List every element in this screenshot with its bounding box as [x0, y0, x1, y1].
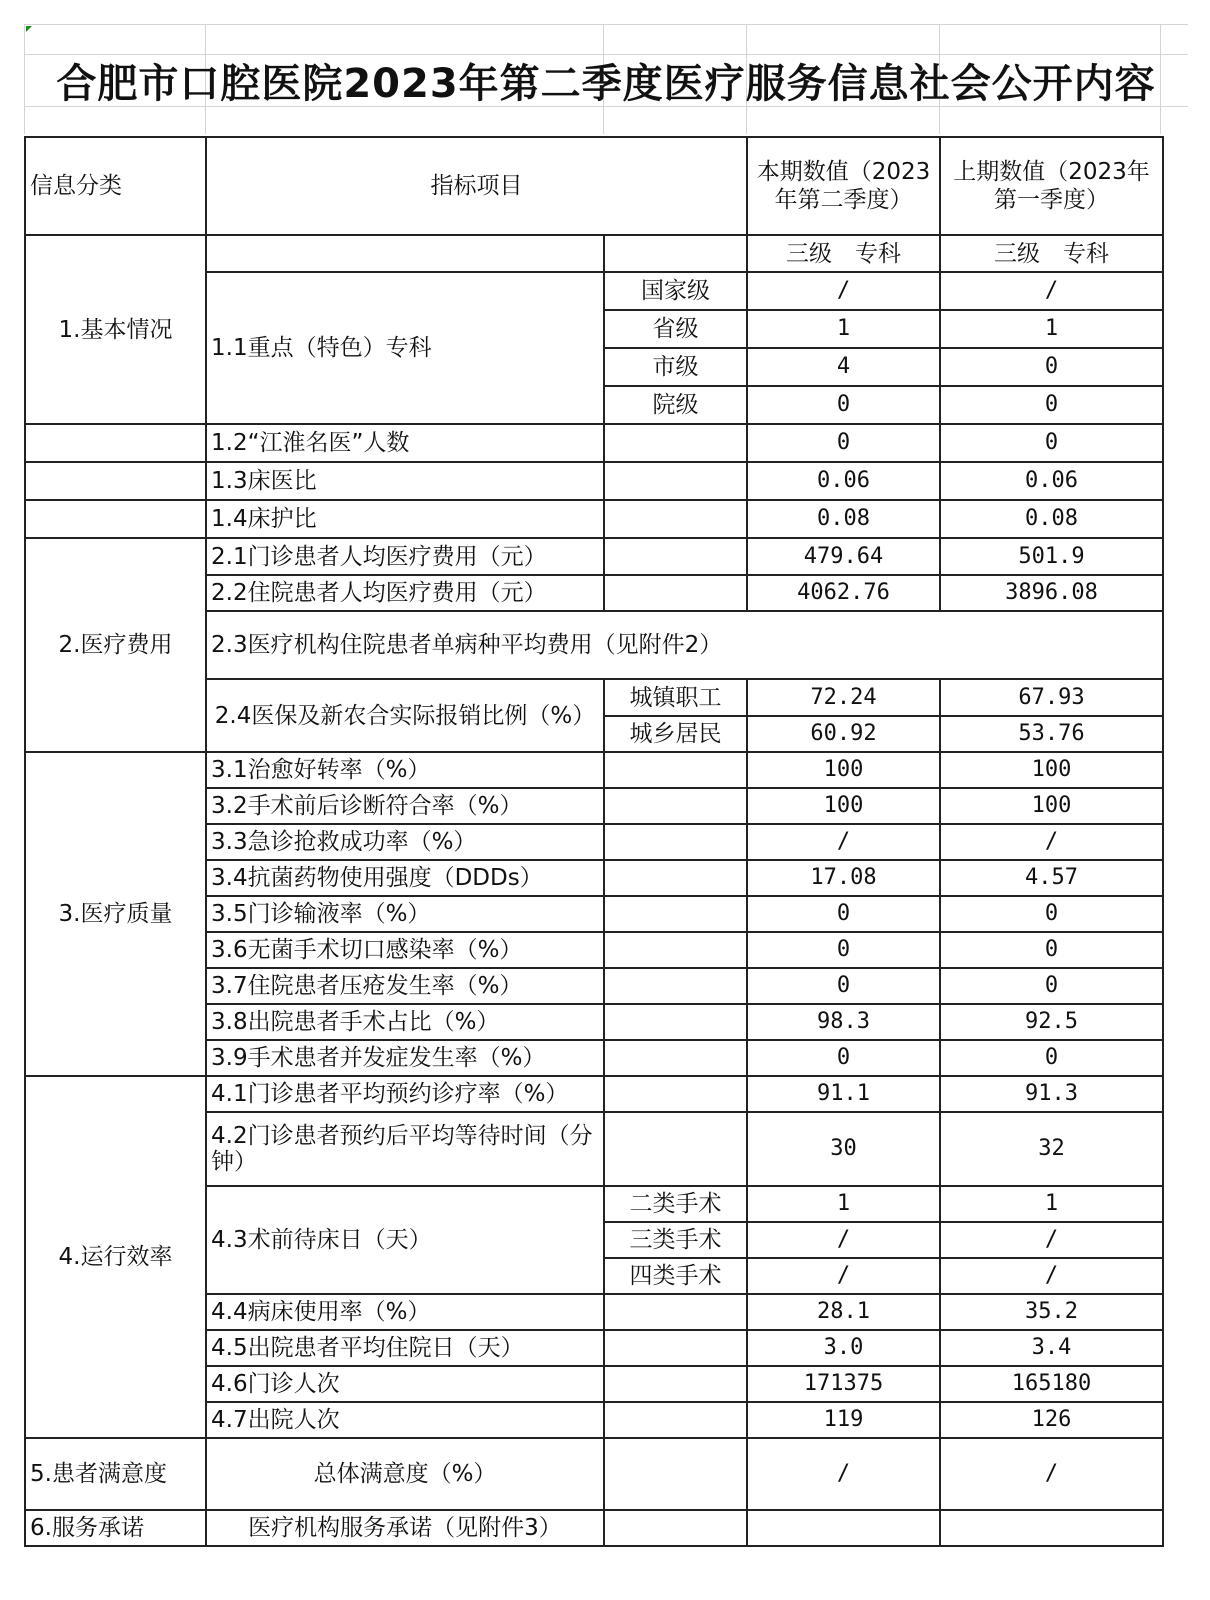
- value-previous: 0: [940, 348, 1163, 386]
- row-label: 3.8出院患者手术占比（%）: [206, 1004, 604, 1040]
- value-previous: /: [940, 272, 1163, 310]
- row-label: 医疗机构服务承诺（见附件3）: [206, 1510, 604, 1546]
- value-current: 60.92: [747, 716, 940, 752]
- blank-cell: [940, 1510, 1163, 1546]
- row-label: 3.4抗菌药物使用强度（DDDs）: [206, 860, 604, 896]
- blank-cell: [206, 235, 604, 272]
- header-previous-period: 上期数值（2023年第一季度）: [940, 137, 1163, 235]
- value-current: 0: [747, 896, 940, 932]
- value-previous: 0.06: [940, 462, 1163, 500]
- value-current: 119: [747, 1402, 940, 1438]
- row-label: 1.3床医比: [206, 462, 604, 500]
- row-label: 3.9手术患者并发症发生率（%）: [206, 1040, 604, 1076]
- value-previous: 0: [940, 896, 1163, 932]
- value-previous: 32: [940, 1112, 1163, 1186]
- row-label: 3.2手术前后诊断符合率（%）: [206, 788, 604, 824]
- value-previous: 91.3: [940, 1076, 1163, 1112]
- row-label: 3.3急诊抢救成功率（%）: [206, 824, 604, 860]
- value-current: 4062.76: [747, 575, 940, 611]
- row-label: 4.1门诊患者平均预约诊疗率（%）: [206, 1076, 604, 1112]
- value-current: 28.1: [747, 1294, 940, 1330]
- blank-cell: [604, 575, 747, 611]
- blank-cell: [604, 500, 747, 538]
- value-current: 17.08: [747, 860, 940, 896]
- blank-cell: [604, 860, 747, 896]
- value-current: 1: [747, 1186, 940, 1222]
- sub-label: 市级: [604, 348, 747, 386]
- blank-cell: [604, 968, 747, 1004]
- category-quality: 3.医疗质量: [25, 752, 206, 1076]
- value-previous: 0: [940, 1040, 1163, 1076]
- value-previous: 4.57: [940, 860, 1163, 896]
- value-previous: 0: [940, 424, 1163, 462]
- value-previous: 3.4: [940, 1330, 1163, 1366]
- sub-label: 院级: [604, 386, 747, 424]
- value-previous: 0: [940, 386, 1163, 424]
- row-label: 总体满意度（%）: [206, 1438, 604, 1510]
- category-efficiency: 4.运行效率: [25, 1076, 206, 1438]
- blank-cell: [604, 1438, 747, 1510]
- value-current: 0: [747, 968, 940, 1004]
- row-label: 2.4医保及新农合实际报销比例（%）: [206, 679, 604, 752]
- row-label: 4.2门诊患者预约后平均等待时间（分钟）: [206, 1112, 604, 1186]
- blank-cell: [604, 1366, 747, 1402]
- blank-cell: [604, 824, 747, 860]
- blank-cell: [604, 1294, 747, 1330]
- blank-cell: [604, 1004, 747, 1040]
- row-label: 2.1门诊患者人均医疗费用（元）: [206, 538, 604, 575]
- value-current: 479.64: [747, 538, 940, 575]
- row-label: 4.4病床使用率（%）: [206, 1294, 604, 1330]
- value-current: /: [747, 1222, 940, 1258]
- row-label: 4.5出院患者平均住院日（天）: [206, 1330, 604, 1366]
- blank-cell: [604, 1076, 747, 1112]
- sub-label: 城乡居民: [604, 716, 747, 752]
- row-label: 1.2“江淮名医”人数: [206, 424, 604, 462]
- value-current: 72.24: [747, 679, 940, 716]
- page-title: 合肥市口腔医院2023年第二季度医疗服务信息社会公开内容: [56, 61, 1156, 107]
- value-previous: /: [940, 1438, 1163, 1510]
- cell-marker-icon: [26, 26, 32, 32]
- value-current: 0.08: [747, 500, 940, 538]
- value-previous: 3896.08: [940, 575, 1163, 611]
- level-current: 三级 专科: [747, 235, 940, 272]
- row-label: 4.3术前待床日（天）: [206, 1186, 604, 1294]
- row-label: 1.4床护比: [206, 500, 604, 538]
- category-basic: 1.基本情况: [25, 235, 206, 424]
- blank-cell: [604, 235, 747, 272]
- value-current: 0: [747, 1040, 940, 1076]
- row-label: 2.2住院患者人均医疗费用（元）: [206, 575, 604, 611]
- row-label: 3.5门诊输液率（%）: [206, 896, 604, 932]
- header-indicator: 指标项目: [206, 137, 747, 235]
- value-current: 3.0: [747, 1330, 940, 1366]
- value-previous: 0: [940, 968, 1163, 1004]
- level-previous: 三级 专科: [940, 235, 1163, 272]
- row-label: 3.7住院患者压疮发生率（%）: [206, 968, 604, 1004]
- blank-cell: [747, 1510, 940, 1546]
- sub-label: 四类手术: [604, 1258, 747, 1294]
- row-label: 1.1重点（特色）专科: [206, 272, 604, 424]
- value-previous: 1: [940, 1186, 1163, 1222]
- row-label: 3.1治愈好转率（%）: [206, 752, 604, 788]
- value-current: 0: [747, 424, 940, 462]
- data-table: [24, 136, 1164, 1547]
- sub-label: 三类手术: [604, 1222, 747, 1258]
- value-current: /: [747, 1258, 940, 1294]
- sub-label: 二类手术: [604, 1186, 747, 1222]
- value-previous: 67.93: [940, 679, 1163, 716]
- value-current: 30: [747, 1112, 940, 1186]
- value-current: /: [747, 1438, 940, 1510]
- value-current: /: [747, 824, 940, 860]
- blank-cell: [604, 1330, 747, 1366]
- value-previous: /: [940, 1258, 1163, 1294]
- value-current: 91.1: [747, 1076, 940, 1112]
- category-commitment: 6.服务承诺: [25, 1510, 206, 1546]
- value-current: 100: [747, 752, 940, 788]
- value-current: 100: [747, 788, 940, 824]
- blank-cell: [604, 932, 747, 968]
- sub-label: 省级: [604, 310, 747, 348]
- value-previous: 92.5: [940, 1004, 1163, 1040]
- value-previous: 1: [940, 310, 1163, 348]
- value-current: 4: [747, 348, 940, 386]
- blank-cell: [25, 424, 206, 462]
- header-current-period: 本期数值（2023年第二季度）: [747, 137, 940, 235]
- value-current: 0: [747, 932, 940, 968]
- value-previous: 0: [940, 932, 1163, 968]
- blank-cell: [604, 1112, 747, 1186]
- row-label: 3.6无菌手术切口感染率（%）: [206, 932, 604, 968]
- blank-cell: [604, 752, 747, 788]
- value-previous: 126: [940, 1402, 1163, 1438]
- category-cost: 2.医疗费用: [25, 538, 206, 752]
- row-label: 4.6门诊人次: [206, 1366, 604, 1402]
- blank-cell: [604, 1510, 747, 1546]
- blank-cell: [25, 462, 206, 500]
- row-label-span: 2.3医疗机构住院患者单病种平均费用（见附件2）: [206, 611, 1163, 679]
- value-current: 98.3: [747, 1004, 940, 1040]
- value-current: 1: [747, 310, 940, 348]
- value-previous: 165180: [940, 1366, 1163, 1402]
- value-previous: /: [940, 1222, 1163, 1258]
- value-current: /: [747, 272, 940, 310]
- category-satisfaction: 5.患者满意度: [25, 1438, 206, 1510]
- header-category: 信息分类: [25, 137, 206, 235]
- value-previous: /: [940, 824, 1163, 860]
- blank-cell: [604, 538, 747, 575]
- value-previous: 100: [940, 788, 1163, 824]
- value-previous: 0.08: [940, 500, 1163, 538]
- value-previous: 501.9: [940, 538, 1163, 575]
- value-previous: 100: [940, 752, 1163, 788]
- value-previous: 53.76: [940, 716, 1163, 752]
- blank-cell: [604, 462, 747, 500]
- value-current: 0.06: [747, 462, 940, 500]
- blank-cell: [604, 1402, 747, 1438]
- sub-label: 国家级: [604, 272, 747, 310]
- row-label: 4.7出院人次: [206, 1402, 604, 1438]
- blank-cell: [604, 1040, 747, 1076]
- blank-cell: [604, 788, 747, 824]
- blank-cell: [604, 896, 747, 932]
- blank-cell: [25, 500, 206, 538]
- blank-cell: [604, 424, 747, 462]
- value-previous: 35.2: [940, 1294, 1163, 1330]
- value-current: 0: [747, 386, 940, 424]
- sub-label: 城镇职工: [604, 679, 747, 716]
- value-current: 171375: [747, 1366, 940, 1402]
